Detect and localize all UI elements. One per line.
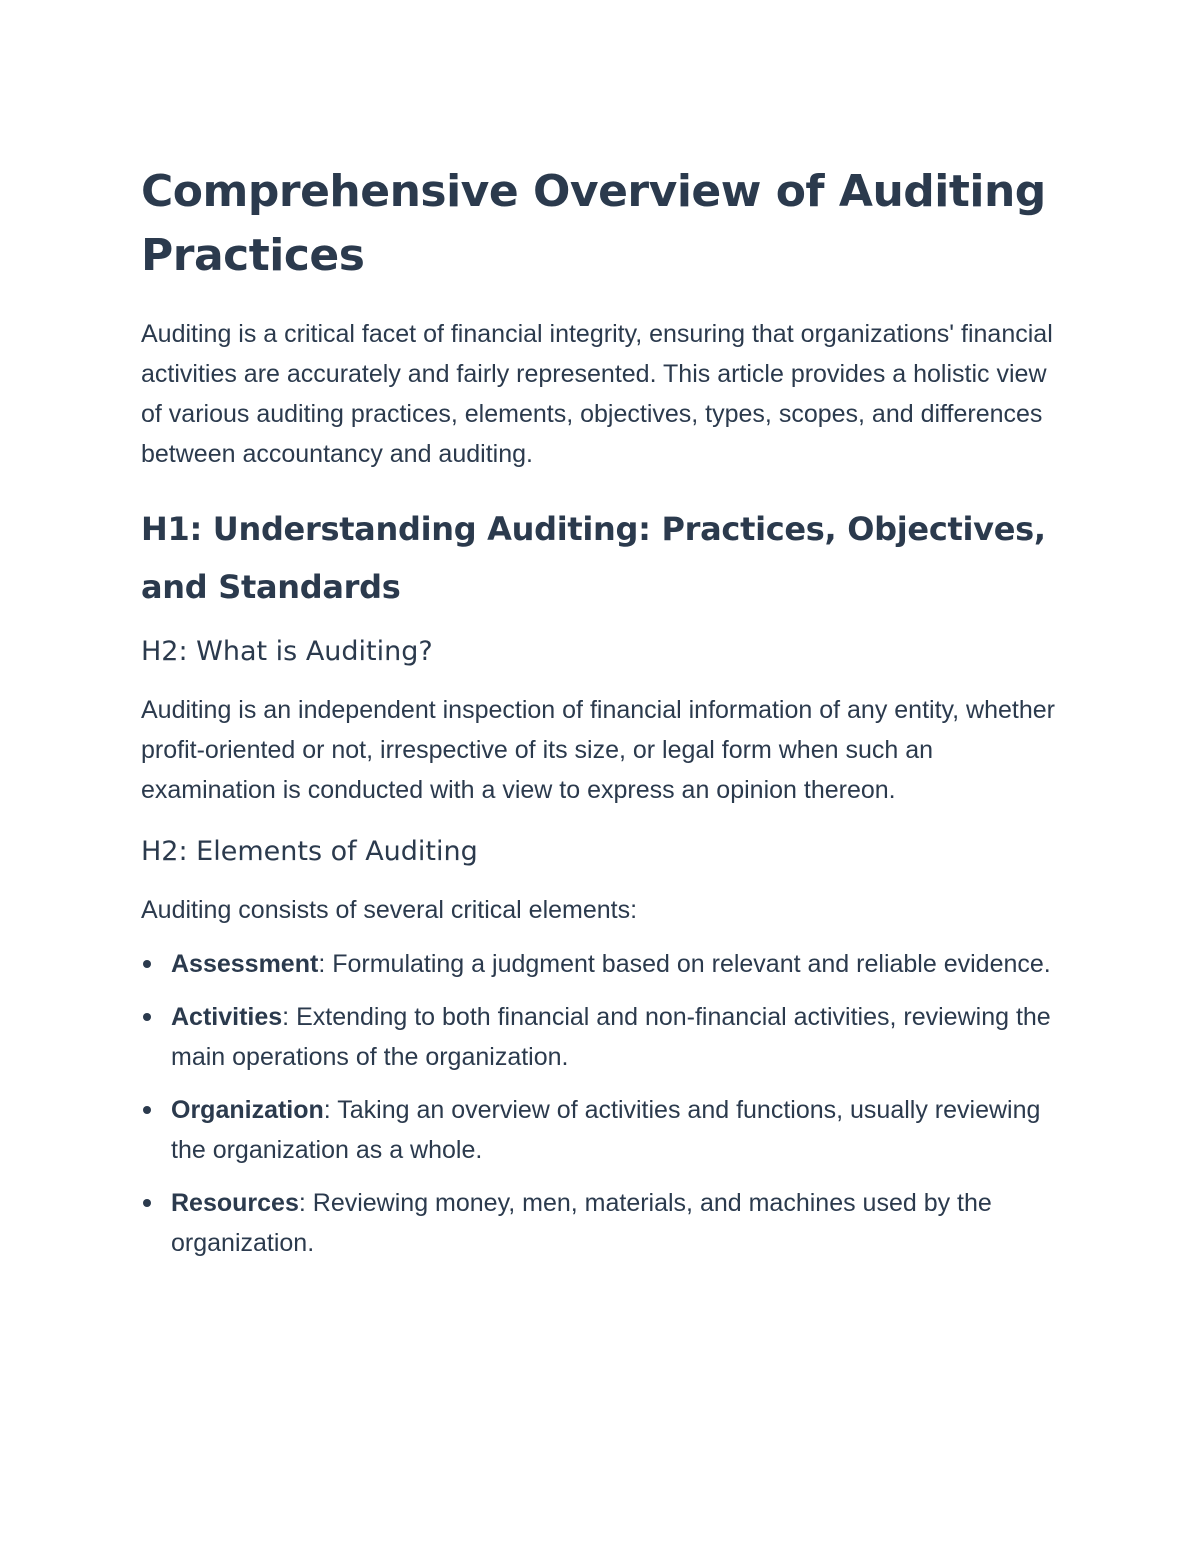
section-heading-understanding-auditing: H1: Understanding Auditing: Practices, Objectives, and Standards [141,510,1046,606]
list-item-separator: : [323,1096,338,1124]
list-item [141,1183,1066,1263]
list-item-separator: : [298,1189,313,1217]
list-item-separator: : [282,1003,297,1031]
bullet-icon [143,1106,151,1114]
bullet-icon [143,1013,151,1021]
subheading-elements-of-auditing: H2: Elements of Auditing [141,836,478,867]
elements-lead-paragraph: Auditing consists of several critical elements: [141,896,638,924]
list-item-text: Formulating a judgment based on relevant and reliable evidence. [332,950,1051,978]
subheading-what-is-auditing: H2: What is Auditing? [141,636,433,667]
list-item-term: Organization [171,1096,324,1124]
list-item-term: Assessment [171,950,319,978]
list-item-text: Extending to both financial and non-financial activities, reviewing the main operations of the organization. [171,1003,1051,1071]
document-title: Comprehensive Overview of Auditing Practices [141,166,1046,281]
what-is-auditing-paragraph: Auditing is an independent inspection of financial information of any entity, whether profit-oriented or not, irrespective of its size, or legal form when such an examination is conducted with a view to express an opinion thereon. [141,696,1056,804]
list-item-text: Taking an overview of activities and functions, usually reviewing the organization as a whole. [171,1096,1041,1164]
list-item-term: Activities [171,1003,283,1031]
intro-paragraph: Auditing is a critical facet of financial integrity, ensuring that organizations' financial activities are accurately and fairly represented. This article provides a holistic view of various auditing practices, elements, objectives, types, scopes, and differences between accountancy and auditing. [141,320,1053,468]
bullet-icon [143,1199,151,1207]
list-item-separator: : [318,950,333,978]
list-item [141,1090,1066,1170]
bullet-icon [143,960,151,968]
list-item [141,997,1066,1077]
list-item-text: Reviewing money, men, materials, and machines used by the organization. [171,1189,992,1257]
list-item [141,944,1066,984]
document-page [141,160,1066,1276]
list-item-term: Resources [171,1189,299,1217]
elements-list [141,944,1066,1263]
